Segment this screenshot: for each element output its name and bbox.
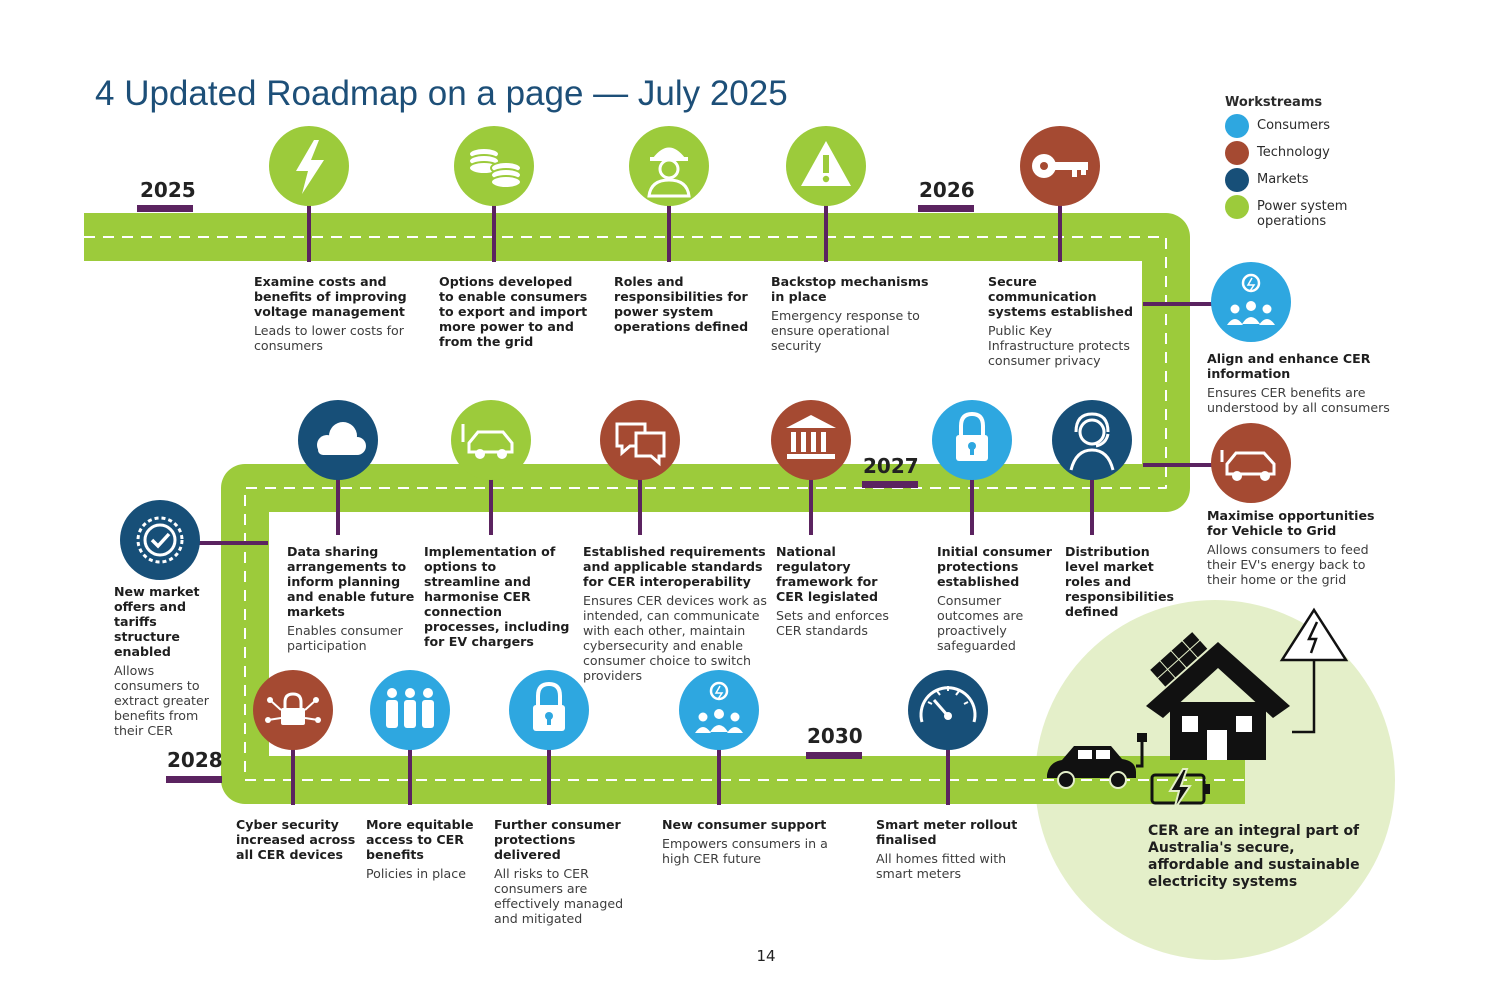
milestone-heading: Secure communication systems established	[988, 274, 1133, 319]
milestone-detail: Allows consumers to feed their EV's energy back to their home or the grid	[1207, 542, 1369, 587]
legend-label: Consumers	[1257, 118, 1331, 133]
milestone-interoperability-standards	[583, 544, 768, 683]
legend-label: Technology	[1257, 145, 1330, 160]
milestone-heading: Maximise opportunities for Vehicle to Grid	[1207, 508, 1375, 538]
milestone-detail: Emergency response to ensure operational security	[771, 308, 920, 353]
warning-icon	[786, 126, 866, 206]
year-label-2030: 2030	[807, 724, 863, 748]
milestone-distribution-market-roles	[1065, 544, 1185, 619]
milestone-roles-power-system	[614, 274, 754, 334]
milestone-regulatory-framework	[776, 544, 901, 638]
milestone-heading: Initial consumer protections established	[937, 544, 1052, 589]
technology-swatch-icon	[1225, 141, 1249, 165]
chat-bubbles-icon	[600, 400, 680, 480]
vision-statement: CER are an integral part of Australia's secure, affordable and sustainable electricity systems	[1148, 823, 1360, 890]
legend-item-consumers	[1225, 114, 1357, 138]
milestone-detail: Public Key Infrastructure protects consumer privacy	[988, 323, 1130, 368]
page-title: 4 Updated Roadmap on a page — July 2025	[95, 74, 788, 113]
cloud-icon	[298, 400, 378, 480]
engineer-icon	[629, 126, 709, 206]
milestone-backstop-mechanisms	[771, 274, 931, 353]
coins-icon	[454, 126, 534, 206]
milestone-vehicle-to-grid	[1207, 508, 1387, 587]
milestone-cyber-security	[236, 817, 356, 862]
milestone-heading: Cyber security increased across all CER devices	[236, 817, 356, 862]
milestone-connection-processes	[424, 544, 576, 649]
workstreams-legend	[1225, 95, 1357, 232]
legend-label: Power system operations	[1257, 199, 1348, 229]
page-number: 14	[756, 947, 776, 965]
milestone-heading: Implementation of options to streamline and harmonise CER connection processes, including for EV chargers	[424, 544, 570, 649]
milestone-consumer-support	[662, 817, 832, 866]
milestone-heading: Backstop mechanisms in place	[771, 274, 929, 304]
milestone-detail: All homes fitted with smart meters	[876, 851, 1007, 881]
key-icon	[1020, 126, 1100, 206]
milestone-detail: Ensures CER devices work as intended, can communicate with each other, maintain cybersecurity and enable consumer choice to switch providers	[583, 593, 767, 683]
milestone-detail: Leads to lower costs for consumers	[254, 323, 404, 353]
milestone-detail: Allows consumers to extract greater benefits from their CER	[114, 663, 209, 738]
milestone-detail: Ensures CER benefits are understood by all consumers	[1207, 385, 1390, 415]
milestone-detail: Policies in place	[366, 866, 466, 881]
legend-label: Markets	[1257, 172, 1309, 187]
milestone-market-offers-tariffs	[114, 584, 224, 738]
people-group-icon	[370, 670, 450, 750]
ev-icon	[1211, 423, 1291, 503]
legend-item-power-system	[1225, 195, 1357, 229]
milestone-heading: Smart meter rollout finalised	[876, 817, 1018, 847]
milestone-initial-consumer-protections	[937, 544, 1057, 653]
milestone-heading: New market offers and tariffs structure enabled	[114, 584, 200, 659]
legend-title: Workstreams	[1225, 95, 1323, 110]
government-building-icon	[771, 400, 851, 480]
milestone-data-sharing	[287, 544, 415, 653]
milestone-heading: Roles and responsibilities for power system operations defined	[614, 274, 749, 334]
milestone-further-consumer-protections	[494, 817, 644, 926]
year-label-2025: 2025	[140, 178, 196, 202]
milestone-heading: Data sharing arrangements to inform planning and enable future markets	[287, 544, 415, 619]
milestone-detail: Sets and enforces CER standards	[776, 608, 889, 638]
headset-icon	[1052, 400, 1132, 480]
consumers-swatch-icon	[1225, 114, 1249, 138]
ev-charging-icon	[451, 400, 531, 480]
milestone-heading: Established requirements and applicable standards for CER interoperability	[583, 544, 766, 589]
cyber-lock-icon	[253, 670, 333, 750]
year-label-2026: 2026	[919, 178, 975, 202]
milestone-voltage-management	[254, 274, 414, 353]
milestone-heading: Distribution level market roles and responsibilities defined	[1065, 544, 1175, 619]
smart-meter-gauge-icon	[908, 670, 988, 750]
year-label-2027: 2027	[863, 454, 919, 478]
idea-people-icon	[1211, 262, 1291, 342]
milestone-heading: Further consumer protections delivered	[494, 817, 621, 862]
milestone-heading: Options developed to enable consumers to export and import more power to and from the grid	[439, 274, 588, 349]
markets-swatch-icon	[1225, 168, 1249, 192]
milestone-heading: New consumer support	[662, 817, 827, 832]
legend-item-markets	[1225, 168, 1357, 192]
verified-badge-icon	[120, 500, 200, 580]
milestone-equitable-access	[366, 817, 476, 881]
milestone-export-import-options	[439, 274, 589, 349]
milestone-heading: National regulatory framework for CER legislated	[776, 544, 879, 604]
milestone-smart-meter-rollout	[876, 817, 1026, 881]
milestone-secure-communication	[988, 274, 1138, 368]
lightning-icon	[269, 126, 349, 206]
legend-item-technology	[1225, 141, 1357, 165]
power-system-swatch-icon	[1225, 195, 1249, 219]
padlock-icon	[932, 400, 1012, 480]
milestone-detail: Empowers consumers in a high CER future	[662, 836, 828, 866]
milestone-detail: All risks to CER consumers are effectively managed and mitigated	[494, 866, 624, 926]
milestone-heading: Examine costs and benefits of improving voltage management	[254, 274, 407, 319]
milestone-detail: Consumer outcomes are proactively safeguarded	[937, 593, 1024, 653]
milestone-heading: More equitable access to CER benefits	[366, 817, 474, 862]
year-label-2028: 2028	[167, 748, 223, 772]
padlock-icon	[509, 670, 589, 750]
milestone-heading: Align and enhance CER information	[1207, 351, 1371, 381]
milestone-detail: Enables consumer participation	[287, 623, 403, 653]
milestone-cer-information	[1207, 351, 1402, 415]
